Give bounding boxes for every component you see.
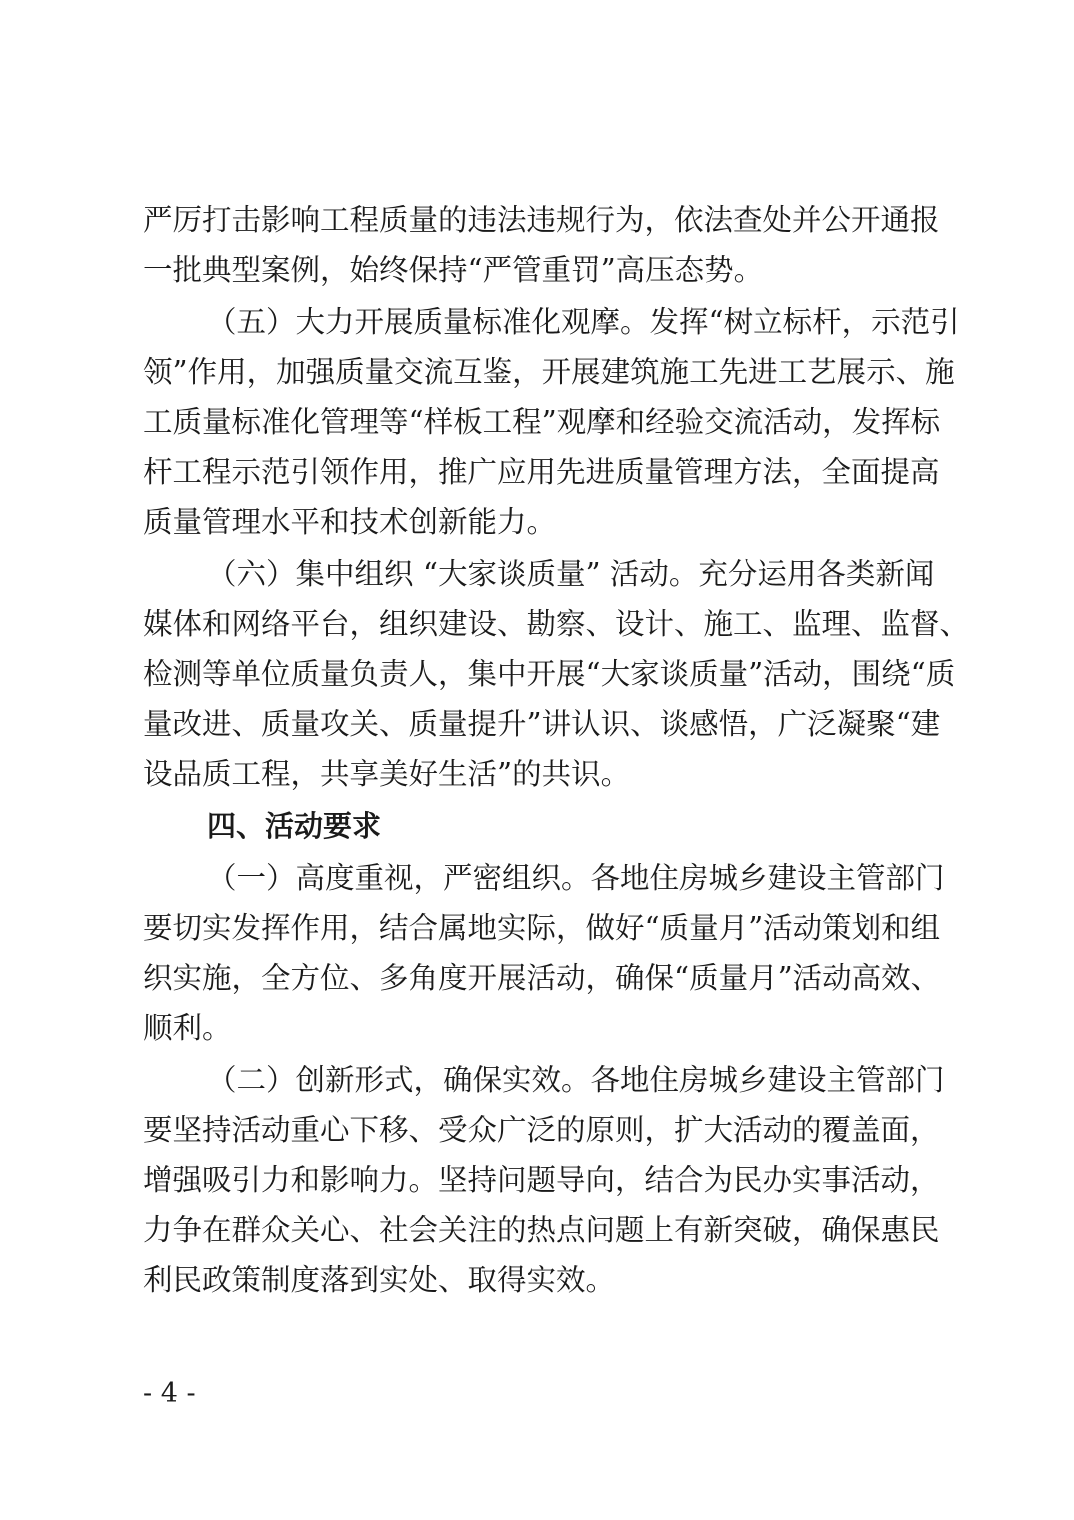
text-line: 工质量标准化管理等“样板工程”观摩和经验交流活动，发挥标 bbox=[143, 405, 941, 439]
section-six-start: （六）集中组织 “大家谈质量” 活动。充分运用各类新闻 bbox=[207, 557, 935, 591]
text-line: 织实施，全方位、多角度开展活动，确保“质量月”活动高效、 bbox=[143, 961, 941, 995]
text-line: 严厉打击影响工程质量的违法违规行为，依法查处并公开通报 bbox=[143, 203, 940, 237]
text-line: 要切实发挥作用，结合属地实际，做好“质量月”活动策划和组 bbox=[143, 911, 941, 945]
section-five-start: （五）大力开展质量标准化观摩。发挥“树立标杆，示范引 bbox=[207, 305, 960, 339]
requirement-two-start: （二）创新形式，确保实效。各地住房城乡建设主管部门 bbox=[207, 1063, 945, 1097]
text-line: 领”作用，加强质量交流互鉴，开展建筑施工先进工艺展示、施 bbox=[143, 355, 955, 389]
text-line: 要坚持活动重心下移、受众广泛的原则，扩大活动的覆盖面， bbox=[143, 1113, 940, 1147]
page-number: - 4 - bbox=[143, 1378, 196, 1409]
text-line: 增强吸引力和影响力。坚持问题导向，结合为民办实事活动， bbox=[143, 1163, 940, 1197]
text-line: 一批典型案例，始终保持“严管重罚”高压态势。 bbox=[143, 253, 764, 287]
text-line: 杆工程示范引领作用，推广应用先进质量管理方法，全面提高 bbox=[143, 455, 940, 489]
text-line: 量改进、质量攻关、质量提升”讲认识、谈感悟，广泛凝聚“建 bbox=[143, 707, 941, 741]
text-line: 利民政策制度落到实处、取得实效。 bbox=[143, 1263, 616, 1297]
text-line: 检测等单位质量负责人，集中开展“大家谈质量”活动，围绕“质 bbox=[143, 657, 956, 691]
text-line: 设品质工程，共享美好生活”的共识。 bbox=[143, 757, 631, 791]
text-line: 顺利。 bbox=[143, 1011, 232, 1045]
text-line: 质量管理水平和技术创新能力。 bbox=[143, 505, 557, 539]
text-line: 媒体和网络平台，组织建设、勘察、设计、施工、监理、监督、 bbox=[143, 607, 970, 641]
requirement-one-start: （一）高度重视，严密组织。各地住房城乡建设主管部门 bbox=[207, 861, 945, 895]
section-heading: 四、活动要求 bbox=[207, 809, 382, 843]
text-line: 力争在群众关心、社会关注的热点问题上有新突破，确保惠民 bbox=[143, 1213, 940, 1247]
